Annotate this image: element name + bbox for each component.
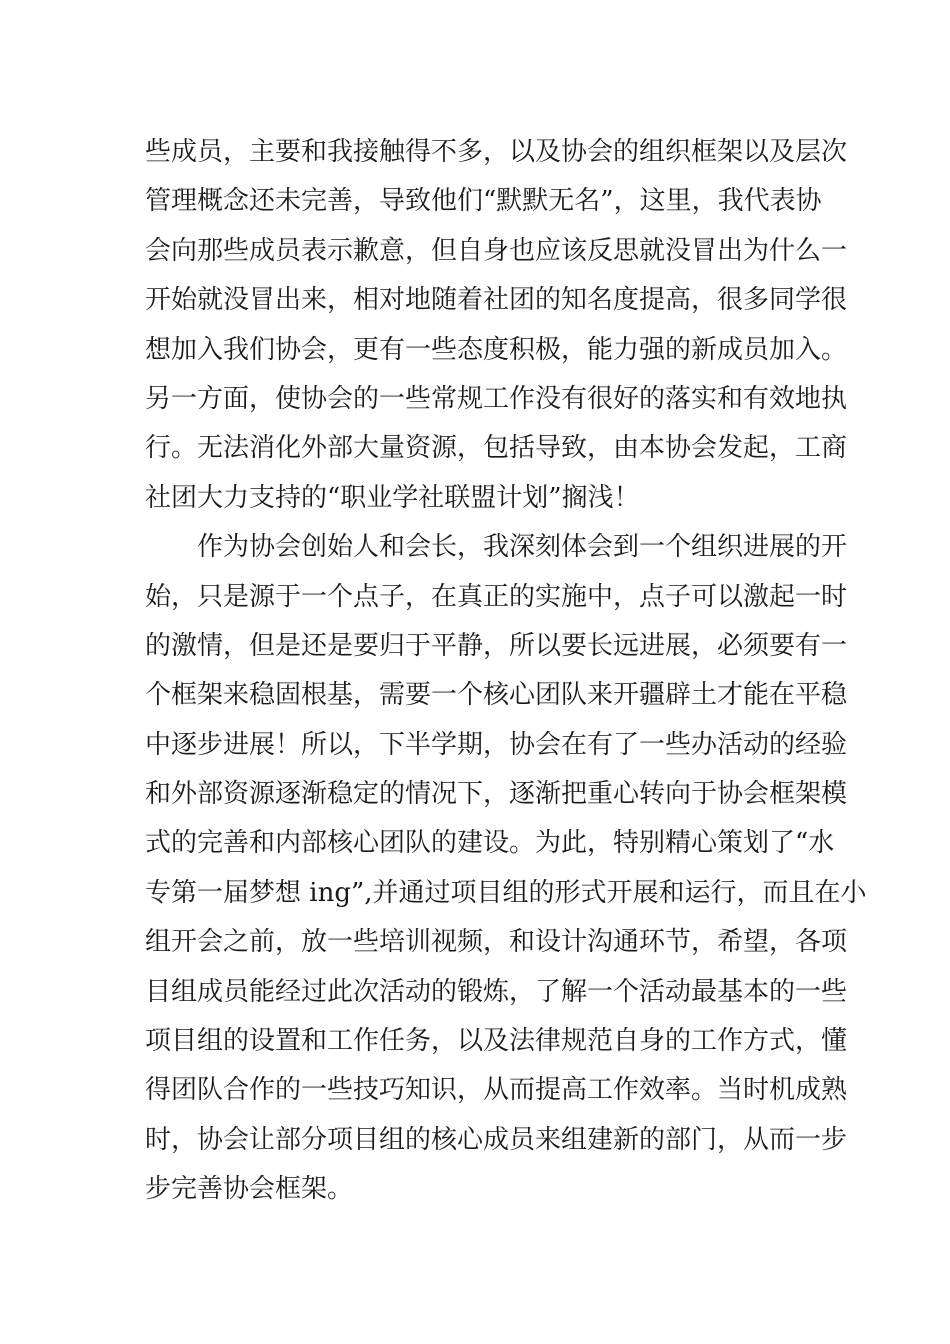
text-line: 管理概念还未完善，导致他们“默默无名”，这里，我代表协 (145, 186, 822, 217)
document-body (145, 128, 867, 1215)
text-line: 开始就没冒出来，相对地随着社团的知名度提高，很多同学很 (145, 285, 848, 316)
text-line: 的激情，但是还是要归于平静，所以要长远进展，必须要有一 (145, 630, 848, 661)
text-line: 专第一届梦想 ing”,并通过项目组的形式开展和运行，而且在小 (145, 877, 867, 908)
text-line: 另一方面，使协会的一些常规工作没有很好的落实和有效地执 (145, 383, 848, 414)
text-line: 组开会之前，放一些培训视频，和设计沟通环节，希望，各项 (145, 927, 848, 958)
text-line: 会向那些成员表示歉意，但自身也应该反思就没冒出为什么一 (145, 235, 848, 266)
text-line: 想加入我们协会，更有一些态度积极，能力强的新成员加入。 (145, 334, 848, 365)
text-line: 式的完善和内部核心团队的建设。为此，特别精心策划了“水 (145, 828, 835, 859)
text-line: 始，只是源于一个点子，在真正的实施中，点子可以激起一时 (145, 581, 848, 612)
text-line: 行。无法消化外部大量资源，包括导致，由本协会发起，工商 (145, 433, 848, 464)
text-line: 目组成员能经过此次活动的锻炼，了解一个活动最基本的一些 (145, 976, 848, 1007)
text-line: 时，协会让部分项目组的核心成员来组建新的部门，从而一步 (145, 1124, 848, 1155)
text-line: 些成员，主要和我接触得不多，以及协会的组织框架以及层次 (145, 137, 848, 167)
text-line: 项目组的设置和工作任务，以及法律规范自身的工作方式，懂 (145, 1026, 848, 1057)
text-line: 社团大力支持的“职业学社联盟计划”搁浅！ (145, 482, 640, 513)
paragraph-first-line: 作为协会创始人和会长，我深刻体会到一个组织进展的开 (197, 532, 848, 563)
text-line: 中逐步进展！所以，下半学期，协会在有了一些办活动的经验 (145, 729, 848, 760)
text-line: 和外部资源逐渐稳定的情况下，逐渐把重心转向于协会框架模 (145, 779, 848, 810)
text-line: 个框架来稳固根基，需要一个核心团队来开疆辟土才能在平稳 (145, 680, 848, 711)
text-line: 步完善协会框架。 (145, 1174, 354, 1205)
text-line: 得团队合作的一些技巧知识，从而提高工作效率。当时机成熟 (145, 1075, 848, 1106)
